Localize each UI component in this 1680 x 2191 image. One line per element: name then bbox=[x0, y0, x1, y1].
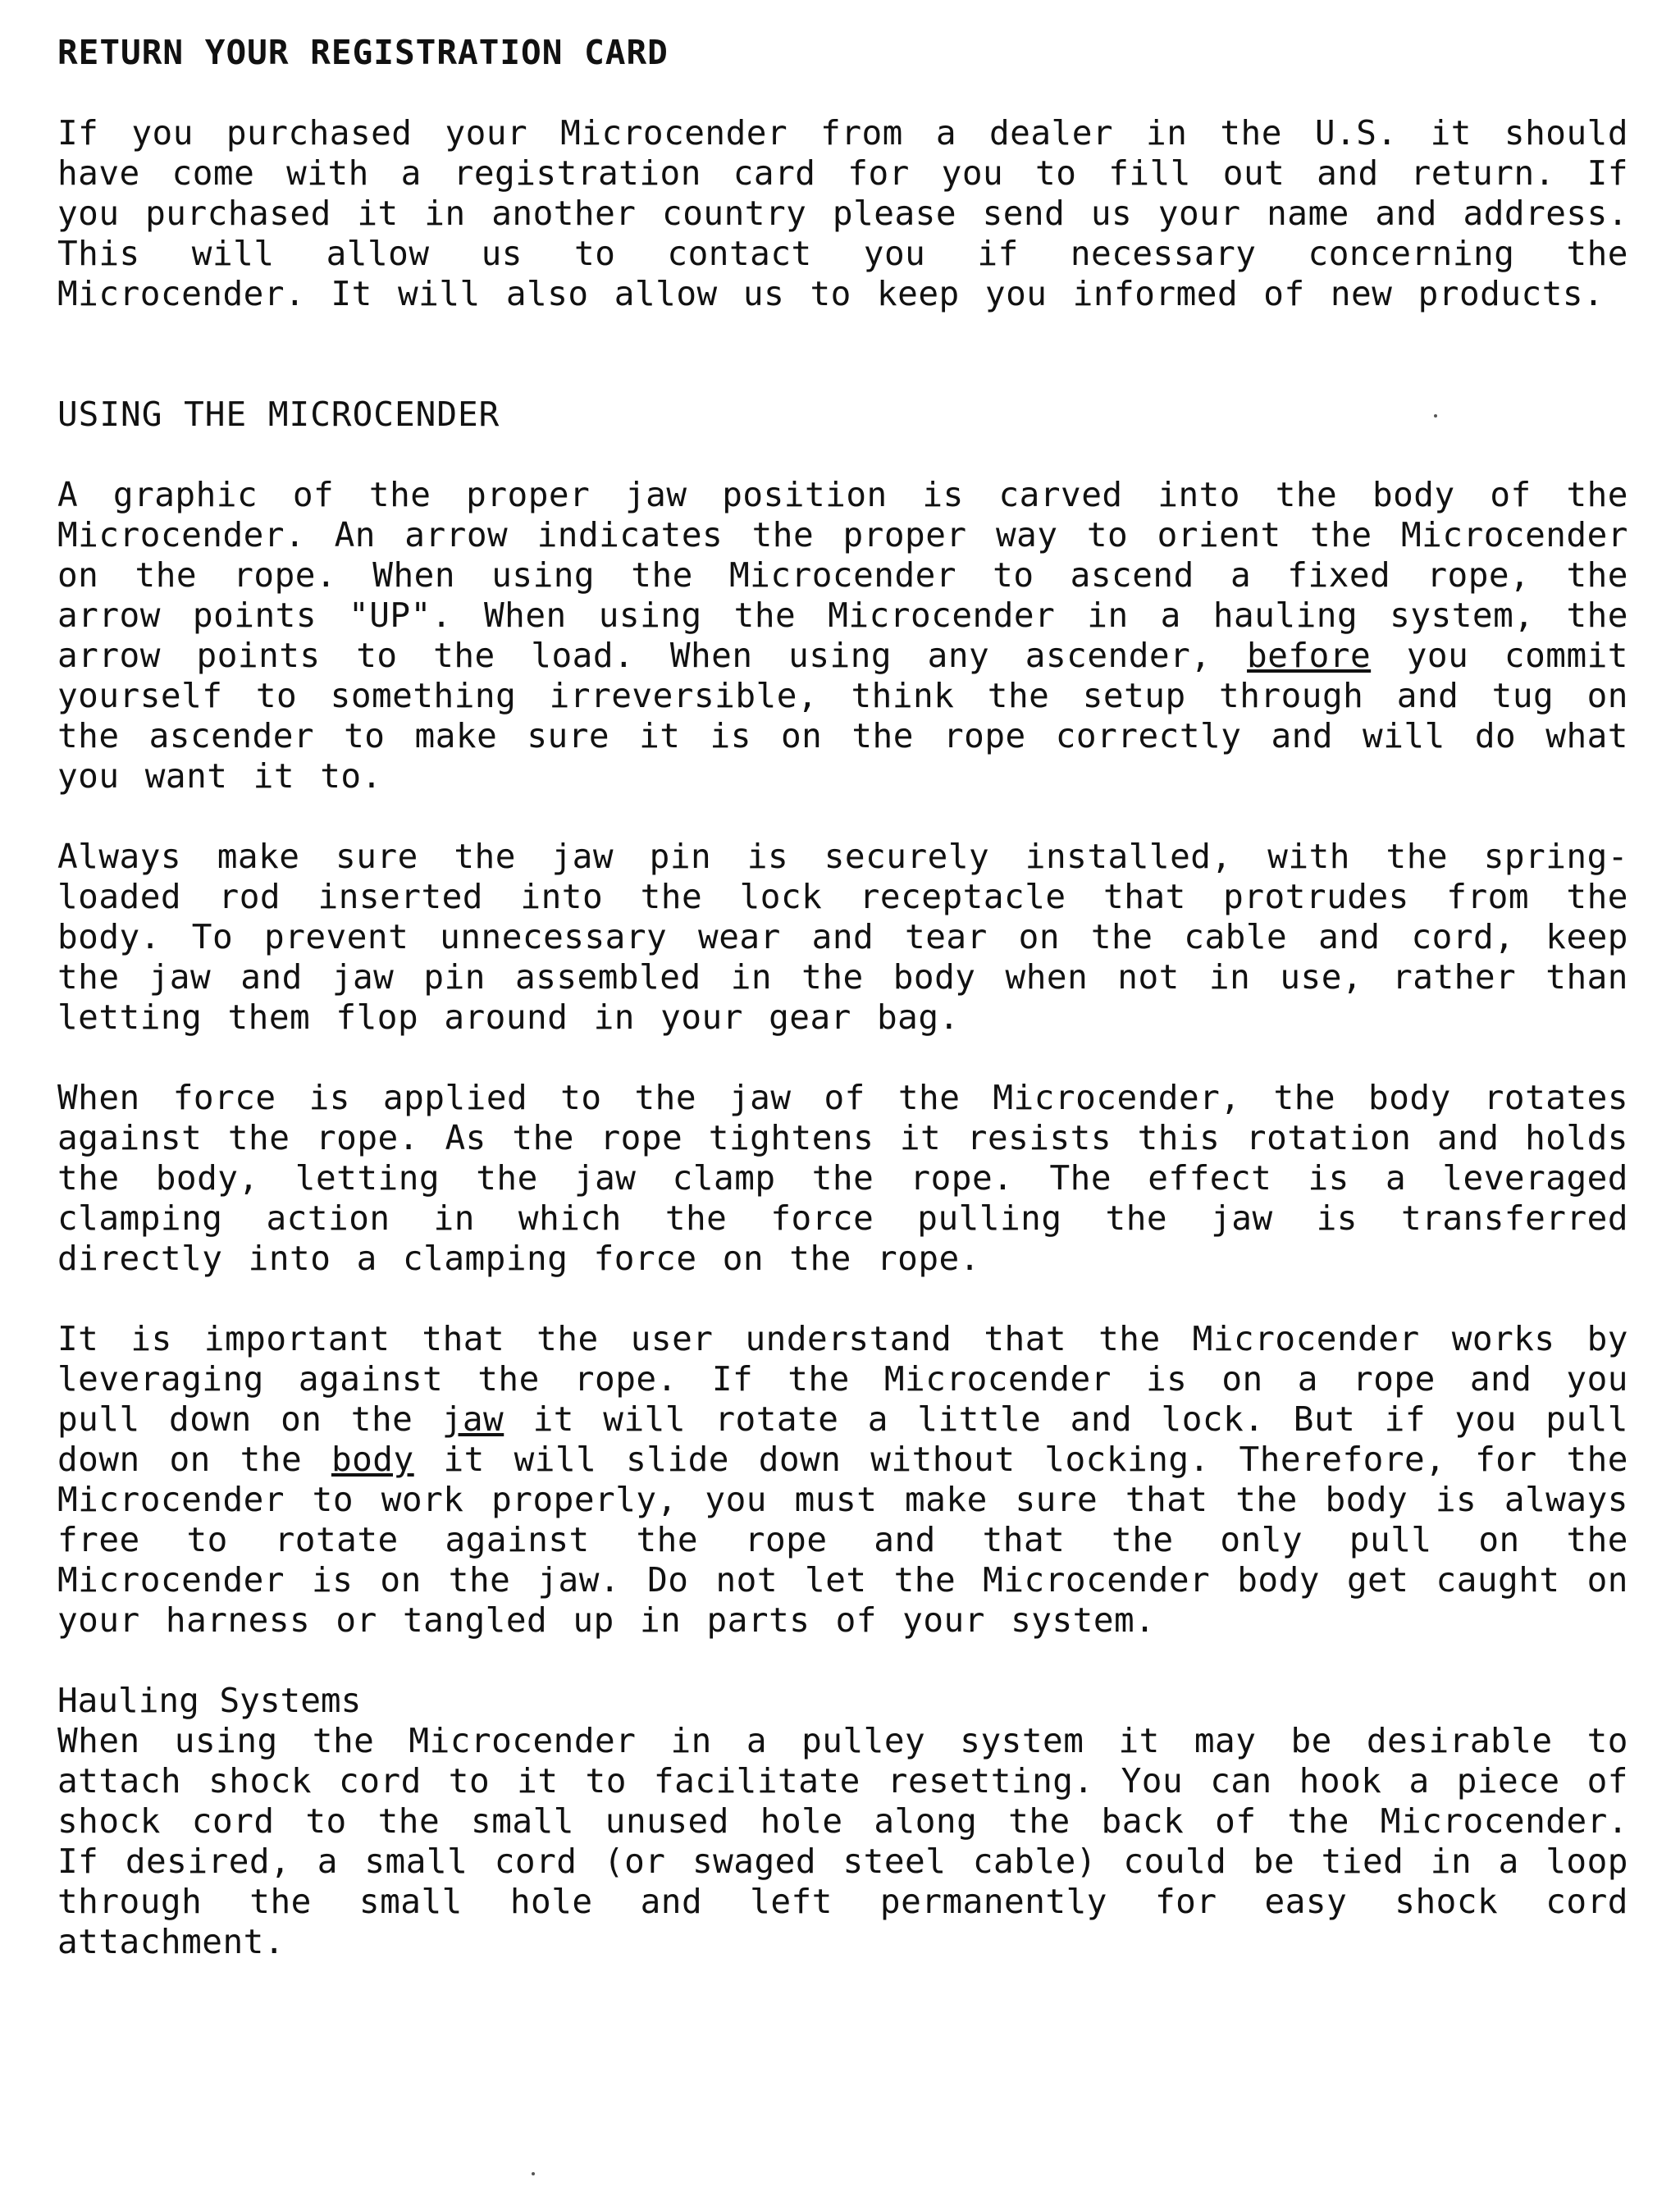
spacer bbox=[57, 797, 1628, 837]
paragraph-force: When force is applied to the jaw of the Microcender, the body rotates against the rope. As the rope tightens it resists this rotation and holds the body, letting the jaw clamp the rope. The effect is a leveraged clamping action in which the force pulling the jaw is transferred directly into a clamping force on the rope. bbox=[57, 1078, 1628, 1278]
scan-speck bbox=[532, 2172, 535, 2175]
underlined-word-body: body bbox=[331, 1440, 414, 1479]
text-run: you commit yourself to something irreversible, think the setup through and tug on the ascender to make sure it is on the rope correctly and will do what you want it to. bbox=[57, 636, 1628, 796]
underlined-word-jaw: jaw bbox=[441, 1399, 504, 1439]
paragraph-jaw-pin: Always make sure the jaw pin is securely installed, with the spring-loaded rod inserted into the lock receptacle that protrudes from the body. To prevent unnecessary wear and tear on the cable and cord, keep the jaw and jaw pin assembled in the body when not in use, rather than letting them flop around in your gear bag. bbox=[57, 837, 1628, 1037]
text-run: It is important that the user understand that the Microcender works by leveraging against the rope. If the Microcender is on a rope and you pull down on the bbox=[57, 1319, 1628, 1439]
scan-speck bbox=[1434, 414, 1437, 418]
spacer bbox=[57, 1279, 1628, 1319]
paragraph-leveraging bbox=[57, 1319, 1628, 1641]
section-heading-using: USING THE MICROCENDER bbox=[57, 395, 500, 434]
paragraph-hauling: When using the Microcender in a pulley system it may be desirable to attach shock cord to it to facilitate resetting. You can hook a piece of shock cord to the small unused hole along the back of the Microcender. If desired, a small cord (or swaged steel cable) could be tied in a loop through the small hole and left permanently for easy shock cord attachment. bbox=[57, 1721, 1628, 1961]
spacer bbox=[57, 73, 1628, 113]
subheading-hauling-systems: Hauling Systems bbox=[57, 1681, 362, 1720]
spacer bbox=[57, 435, 1628, 475]
spacer bbox=[57, 1038, 1628, 1078]
spacer bbox=[57, 314, 1628, 395]
paragraph-jaw-position bbox=[57, 475, 1628, 797]
spacer bbox=[57, 1641, 1628, 1681]
paragraph-registration: If you purchased your Microcender from a dealer in the U.S. it should have come with a registration card for you to fill out and return. If you purchased it in another country please send us your name and address. This will allow us to contact you if necessary concerning the Microcender. It will also allow us to keep you informed of new products. bbox=[57, 113, 1628, 313]
underlined-word-before: before bbox=[1247, 636, 1372, 675]
document-page bbox=[57, 33, 1628, 1962]
text-run: it will slide down without locking. Therefore, for the Microcender to work properly, you must make sure that the body is always free to rotate against the rope and that the only pull on the Microcender is on the jaw. Do not let the Microcender body get caught on your harness or tangled up in parts of your system. bbox=[57, 1440, 1628, 1640]
text-run: it will rotate a little and lock. But if you pull down on the bbox=[57, 1399, 1628, 1479]
text-run: A graphic of the proper jaw position is carved into the body of the Microcender. An arrow indicates the proper way to orient the Microcender on the rope. When using the Microcender to ascend a fixed rope, the arrow points "UP". When using the Microcender in a hauling system, the arrow points to the load. When using any ascender, bbox=[57, 475, 1628, 675]
section-heading-registration: RETURN YOUR REGISTRATION CARD bbox=[57, 33, 669, 72]
